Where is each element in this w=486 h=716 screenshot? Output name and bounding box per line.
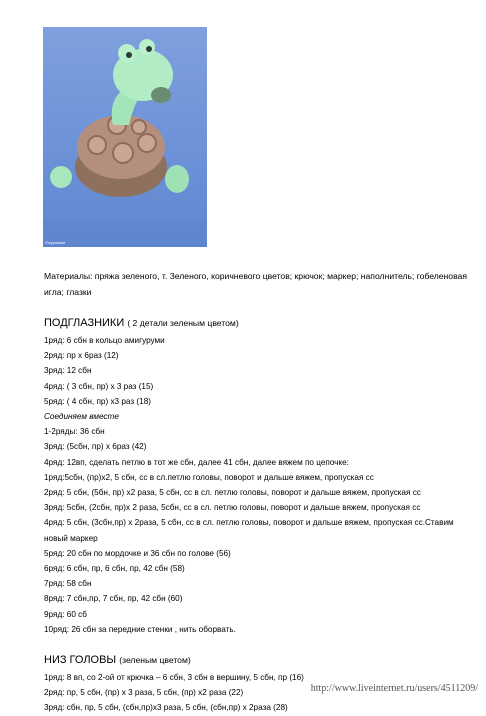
materials-text: Материалы: пряжа зеленого, т. Зеленого, коричневого цветов; крючок; маркер; наполнитель; гобеленовая игла; глазки: [44, 271, 467, 297]
watermark-url: http://www.liveinternet.ru/users/4511209/: [310, 683, 478, 694]
instruction-line: 1-2ряды: 36 сбн: [44, 427, 105, 437]
turtle-pupil: [146, 46, 152, 52]
section-note: (зеленым цветом): [119, 655, 191, 666]
turtle-mouth: [151, 87, 171, 103]
section-title-niz-golovy: [44, 653, 472, 668]
instruction-line: 7ряд: 58 сбн: [44, 579, 92, 589]
section-note: ( 2 детали зеленым цветом): [127, 318, 239, 328]
instruction-line: 3ряд: (5сбн, пр) х 6раз (42): [44, 442, 147, 452]
instruction-line: 3ряд: 12 сбн: [44, 366, 92, 376]
instruction-line: 2ряд: пр х 6раз (12): [44, 351, 119, 361]
instruction-line: 5ряд: 20 сбн по мордочке и 36 сбн по голове (56): [44, 548, 231, 558]
section-heading: НИЗ ГОЛОВЫ: [44, 654, 117, 667]
instruction-line: 1ряд:5сбн, (пр)х2, 5 сбн, сс в сл.петлю головы, поворот и дальше вяжем, пропуская сс: [44, 472, 374, 482]
instruction-line: 1ряд: 8 вп, со 2-ой от крючка – 6 сбн, 3 сбн в вершину, 5 сбн, пр (16): [44, 673, 304, 683]
instruction-line: 1ряд: 6 сбн в кольцо амигуруми: [44, 336, 165, 345]
turtle-leg: [165, 165, 189, 193]
instruction-line: 4ряд: ( 3 сбн, пр) х 3 раз (15): [44, 381, 154, 391]
section-heading: ПОДГЛАЗНИКИ: [44, 317, 125, 329]
instruction-line: 2ряд: пр, 5 сбн, (пр) х 3 раза, 5 сбн, (пр) х2 раза (22): [44, 688, 244, 698]
turtle-toy-photo: [43, 27, 207, 247]
shell-spot: [113, 143, 133, 163]
instruction-line: 6ряд: 6 сбн, пр, 6 сбн, пр, 42 сбн (58): [44, 564, 185, 574]
turtle-leg: [50, 166, 72, 188]
shell-spot: [138, 134, 156, 152]
instruction-line: 2ряд: 5 сбн, (5бн, пр) х2 раза, 5 сбн, сс в сл. петлю головы, поворот и дальше вяжем, пропуская сс: [44, 488, 421, 498]
section-title-podglazniki: [44, 316, 472, 331]
instruction-line: 8ряд: 7 сбн,пр, 7 сбн, пр, 42 сбн (60): [44, 594, 183, 604]
photo-caption: ©мурзилки: [45, 240, 66, 245]
instruction-line: 3ряд: 5сбн, (2сбн, пр)х 2 раза, 5сбн, сс в сл. петлю головы, поворот и дальше вяжем, пропуская сс: [44, 503, 421, 513]
instruction-line: 10ряд: 26 сбн за передние стенки , нить оборвать.: [44, 624, 236, 634]
instruction-list: [44, 333, 472, 637]
instruction-line: 3ряд: сбн, пр, 5 сбн, (сбн,пр)х3 раза, 5 сбн, (сбн,пр) х 2раза (28): [44, 703, 288, 713]
document-body: [44, 268, 472, 716]
shell-spot: [132, 120, 146, 134]
turtle-illustration: [43, 27, 207, 247]
instruction-line: 9ряд: 60 сб: [44, 609, 87, 619]
turtle-pupil: [126, 52, 132, 58]
instruction-line: 4ряд: 5 сбн, (3сбн,пр) х 2раза, 5 сбн, сс в сл. петлю головы, поворот и дальше вяжем, пропуская сс.Ставим новый маркер: [44, 518, 454, 543]
shell-spot: [88, 136, 106, 154]
photo-floor: [43, 219, 207, 247]
instruction-line: 5ряд: ( 4 сбн, пр) х3 раз (18): [44, 396, 151, 406]
instruction-line: 4ряд: 12вп, сделать петлю в тот же сбн, далее 41 сбн, далее вяжем по цепочке:: [44, 457, 349, 467]
instruction-subheading: Соединяем вместе: [44, 412, 119, 422]
